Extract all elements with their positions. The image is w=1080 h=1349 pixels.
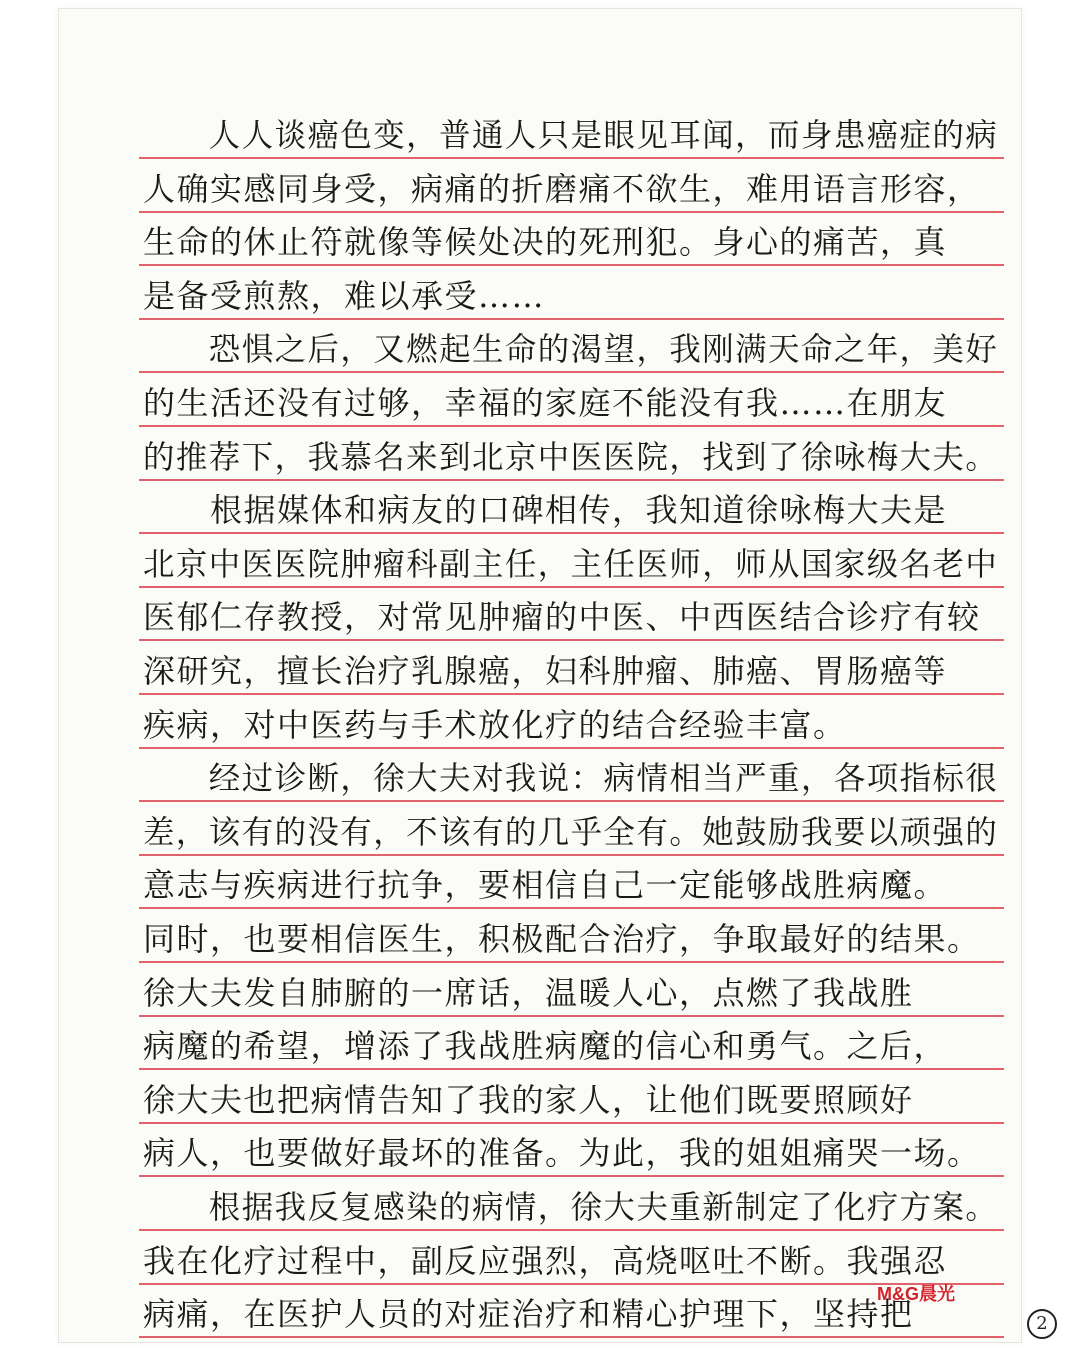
ruled-line <box>139 319 1004 373</box>
ruled-line <box>139 1284 1004 1338</box>
ruled-line <box>139 695 1004 749</box>
handwritten-line-text: 经过诊断，徐大夫对我说：病情相当严重，各项指标很 <box>143 759 999 798</box>
ruled-line <box>139 1177 1004 1231</box>
handwritten-line-text: 的推荐下，我慕名来到北京中医医院，找到了徐咏梅大夫。 <box>143 437 999 476</box>
ruled-line <box>139 1070 1004 1124</box>
handwritten-line-text: 的生活还没有过够，幸福的家庭不能没有我……在朋友 <box>143 384 948 422</box>
ruled-line <box>139 748 1004 802</box>
brand-logo: M&G晨光 <box>877 1284 955 1304</box>
ruled-line <box>139 855 1004 909</box>
ruled-line <box>139 641 1004 695</box>
handwritten-line-text: 生命的休止符就像等候处决的死刑犯。身心的痛苦，真 <box>143 223 948 262</box>
handwritten-line-text: 徐大夫也把病情告知了我的家人，让他们既要照顾好 <box>143 1080 914 1119</box>
handwritten-line-text: 病魔的希望，增添了我战胜病魔的信心和勇气。之后， <box>143 1027 948 1066</box>
ruled-line <box>139 1123 1004 1177</box>
handwritten-line-text: 深研究，擅长治疗乳腺癌，妇科肿瘤、肺癌、胃肠癌等 <box>143 652 948 690</box>
ruled-line <box>139 1016 1004 1070</box>
ruled-line <box>139 587 1004 641</box>
ruled-line <box>139 105 1004 159</box>
handwritten-line-text: 疾病，对中医药与手术放化疗的结合经验丰富。 <box>143 705 847 744</box>
handwritten-line-text: 徐大夫发自肺腑的一席话，温暖人心，点燃了我战胜 <box>143 973 914 1012</box>
handwritten-line-text: 根据媒体和病友的口碑相传，我知道徐咏梅大夫是 <box>143 491 948 530</box>
handwritten-line-text: 人确实感同身受，病痛的折磨痛不欲生，难用语言形容， <box>143 169 981 208</box>
handwritten-line-text: 恐惧之后，又燃起生命的渴望，我刚满天命之年，美好 <box>143 330 999 369</box>
page-number: 2 <box>1027 1309 1057 1339</box>
ruled-line <box>139 373 1004 427</box>
letter-paper <box>58 8 1048 1343</box>
handwritten-line-text: 病痛，在医护人员的对症治疗和精心护理下，坚持把 <box>143 1295 914 1334</box>
ruled-line <box>139 802 1004 856</box>
handwritten-line-text: 意志与疾病进行抗争，要相信自己一定能够战胜病魔。 <box>143 866 948 905</box>
ruled-line <box>139 427 1004 481</box>
ruled-line <box>139 212 1004 266</box>
handwritten-line-text: 差，该有的没有，不该有的几乎全有。她鼓励我要以顽强的 <box>143 812 999 851</box>
handwritten-line-text: 医郁仁存教授，对常见肿瘤的中医、中西医结合诊疗有较 <box>143 598 981 637</box>
handwritten-line-text: 人人谈癌色变，普通人只是眼见耳闻，而身患癌症的病 <box>143 116 999 154</box>
handwritten-line-text: 是备受煎熬，难以承受…… <box>143 276 546 315</box>
handwritten-line-text: 我在化疗过程中，副反应强烈，高烧呕吐不断。我强忍 <box>143 1241 948 1280</box>
handwritten-line-text: 病人，也要做好最坏的准备。为此，我的姐姐痛哭一场。 <box>143 1134 981 1173</box>
ruled-line <box>139 534 1004 588</box>
ruled-line <box>139 159 1004 213</box>
ruled-line <box>139 963 1004 1017</box>
ruled-line <box>139 480 1004 534</box>
handwritten-line-text: 根据我反复感染的病情，徐大夫重新制定了化疗方案。 <box>143 1188 999 1226</box>
ruled-line <box>139 1231 1004 1285</box>
ruled-line <box>139 266 1004 320</box>
handwritten-line-text: 同时，也要相信医生，积极配合治疗，争取最好的结果。 <box>143 920 981 958</box>
ruled-line <box>139 909 1004 963</box>
handwritten-line-text: 北京中医医院肿瘤科副主任，主任医师，师从国家级名老中 <box>143 544 999 583</box>
